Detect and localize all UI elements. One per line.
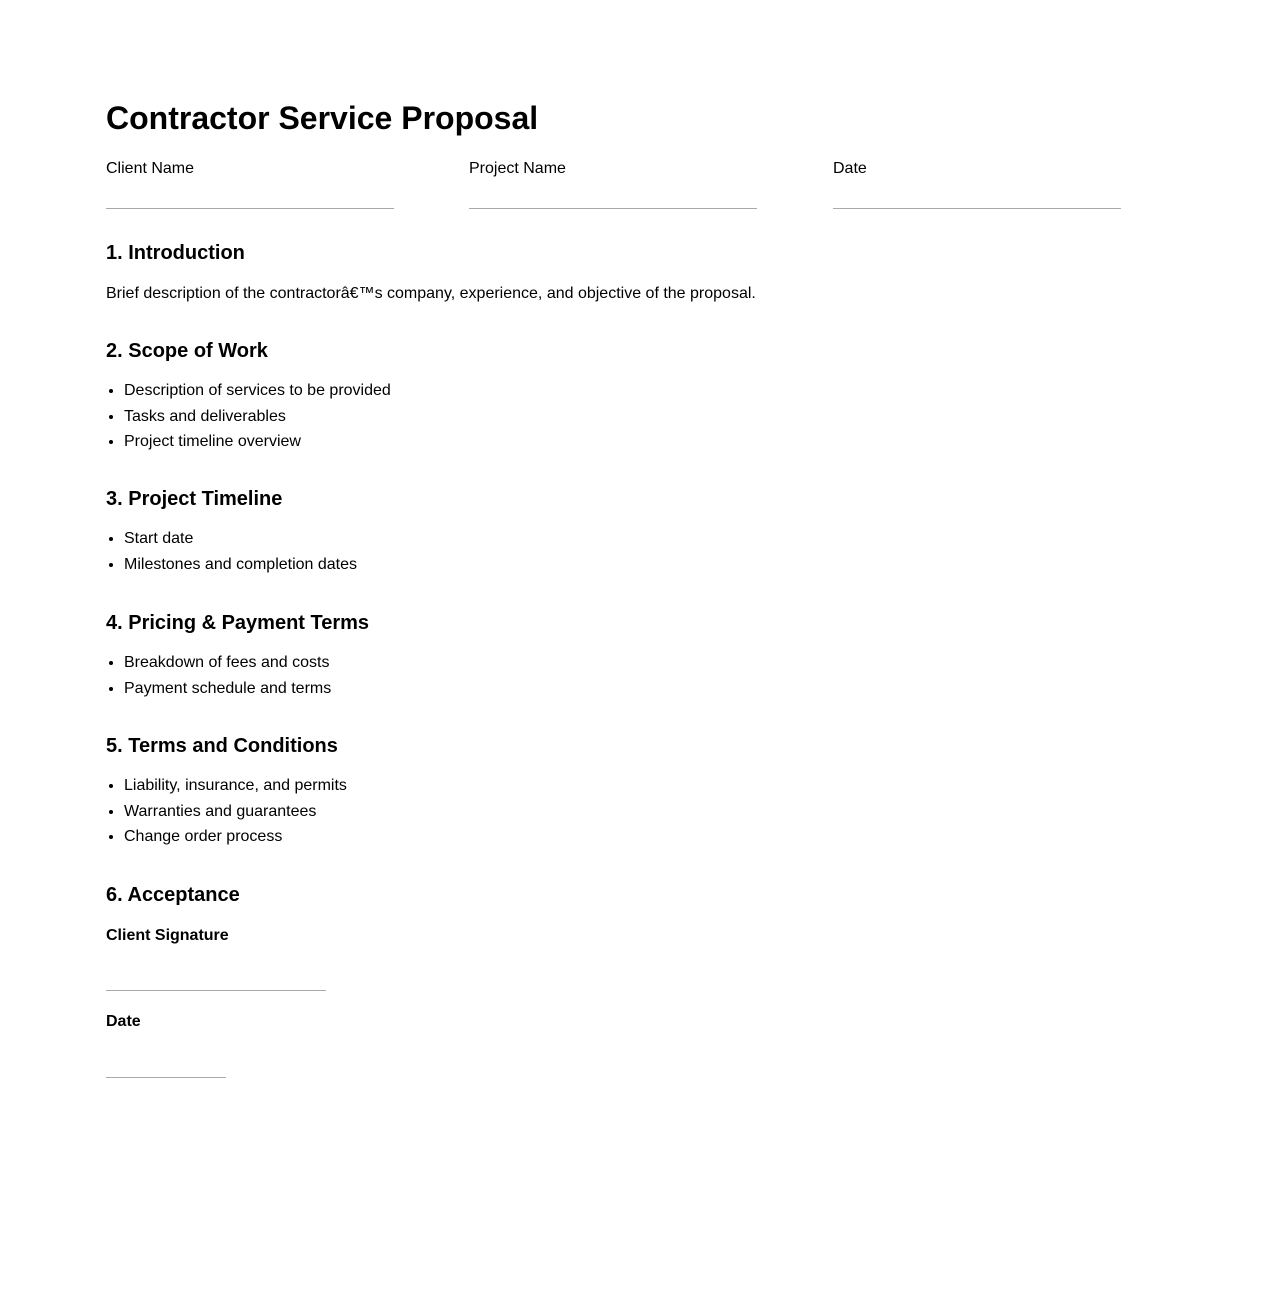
list-item: • Milestones and completion dates bbox=[124, 552, 357, 578]
terms-list bbox=[106, 773, 347, 850]
list-item: • Description of services to be provided bbox=[124, 378, 391, 404]
client-signature-label: Client Signature bbox=[106, 927, 229, 944]
client-name-line[interactable] bbox=[106, 208, 394, 209]
timeline-list bbox=[106, 526, 357, 577]
project-name-field[interactable] bbox=[469, 160, 757, 178]
list-item: • Tasks and deliverables bbox=[124, 404, 391, 430]
section-heading-timeline: 3. Project Timeline bbox=[106, 488, 283, 510]
scope-list bbox=[106, 378, 391, 455]
list-item: • Start date bbox=[124, 526, 357, 552]
pricing-list bbox=[106, 650, 331, 701]
project-name-label: Project Name bbox=[469, 160, 566, 177]
section-heading-introduction: 1. Introduction bbox=[106, 242, 245, 264]
section-heading-scope: 2. Scope of Work bbox=[106, 340, 268, 362]
introduction-text: Brief description of the contractorâ€™s company, experience, and objective of the proposal. bbox=[106, 285, 756, 302]
client-signature-line[interactable] bbox=[106, 990, 326, 991]
list-item: • Breakdown of fees and costs bbox=[124, 650, 331, 676]
acceptance-date-line[interactable] bbox=[106, 1077, 226, 1078]
project-name-line[interactable] bbox=[469, 208, 757, 209]
section-heading-pricing: 4. Pricing & Payment Terms bbox=[106, 612, 370, 634]
section-heading-acceptance: 6. Acceptance bbox=[106, 884, 240, 906]
section-heading-terms: 5. Terms and Conditions bbox=[106, 735, 338, 757]
list-item: • Change order process bbox=[124, 824, 347, 850]
date-line[interactable] bbox=[833, 208, 1121, 209]
page-title: Contractor Service Proposal bbox=[106, 100, 539, 136]
client-name-field[interactable] bbox=[106, 160, 394, 178]
list-item: • Liability, insurance, and permits bbox=[124, 773, 347, 799]
client-name-label: Client Name bbox=[106, 160, 195, 177]
list-item: • Warranties and guarantees bbox=[124, 799, 347, 825]
list-item: • Payment schedule and terms bbox=[124, 676, 331, 702]
acceptance-date-label: Date bbox=[106, 1013, 141, 1030]
date-field[interactable] bbox=[833, 160, 1121, 178]
date-label: Date bbox=[833, 160, 867, 177]
list-item: • Project timeline overview bbox=[124, 429, 391, 455]
